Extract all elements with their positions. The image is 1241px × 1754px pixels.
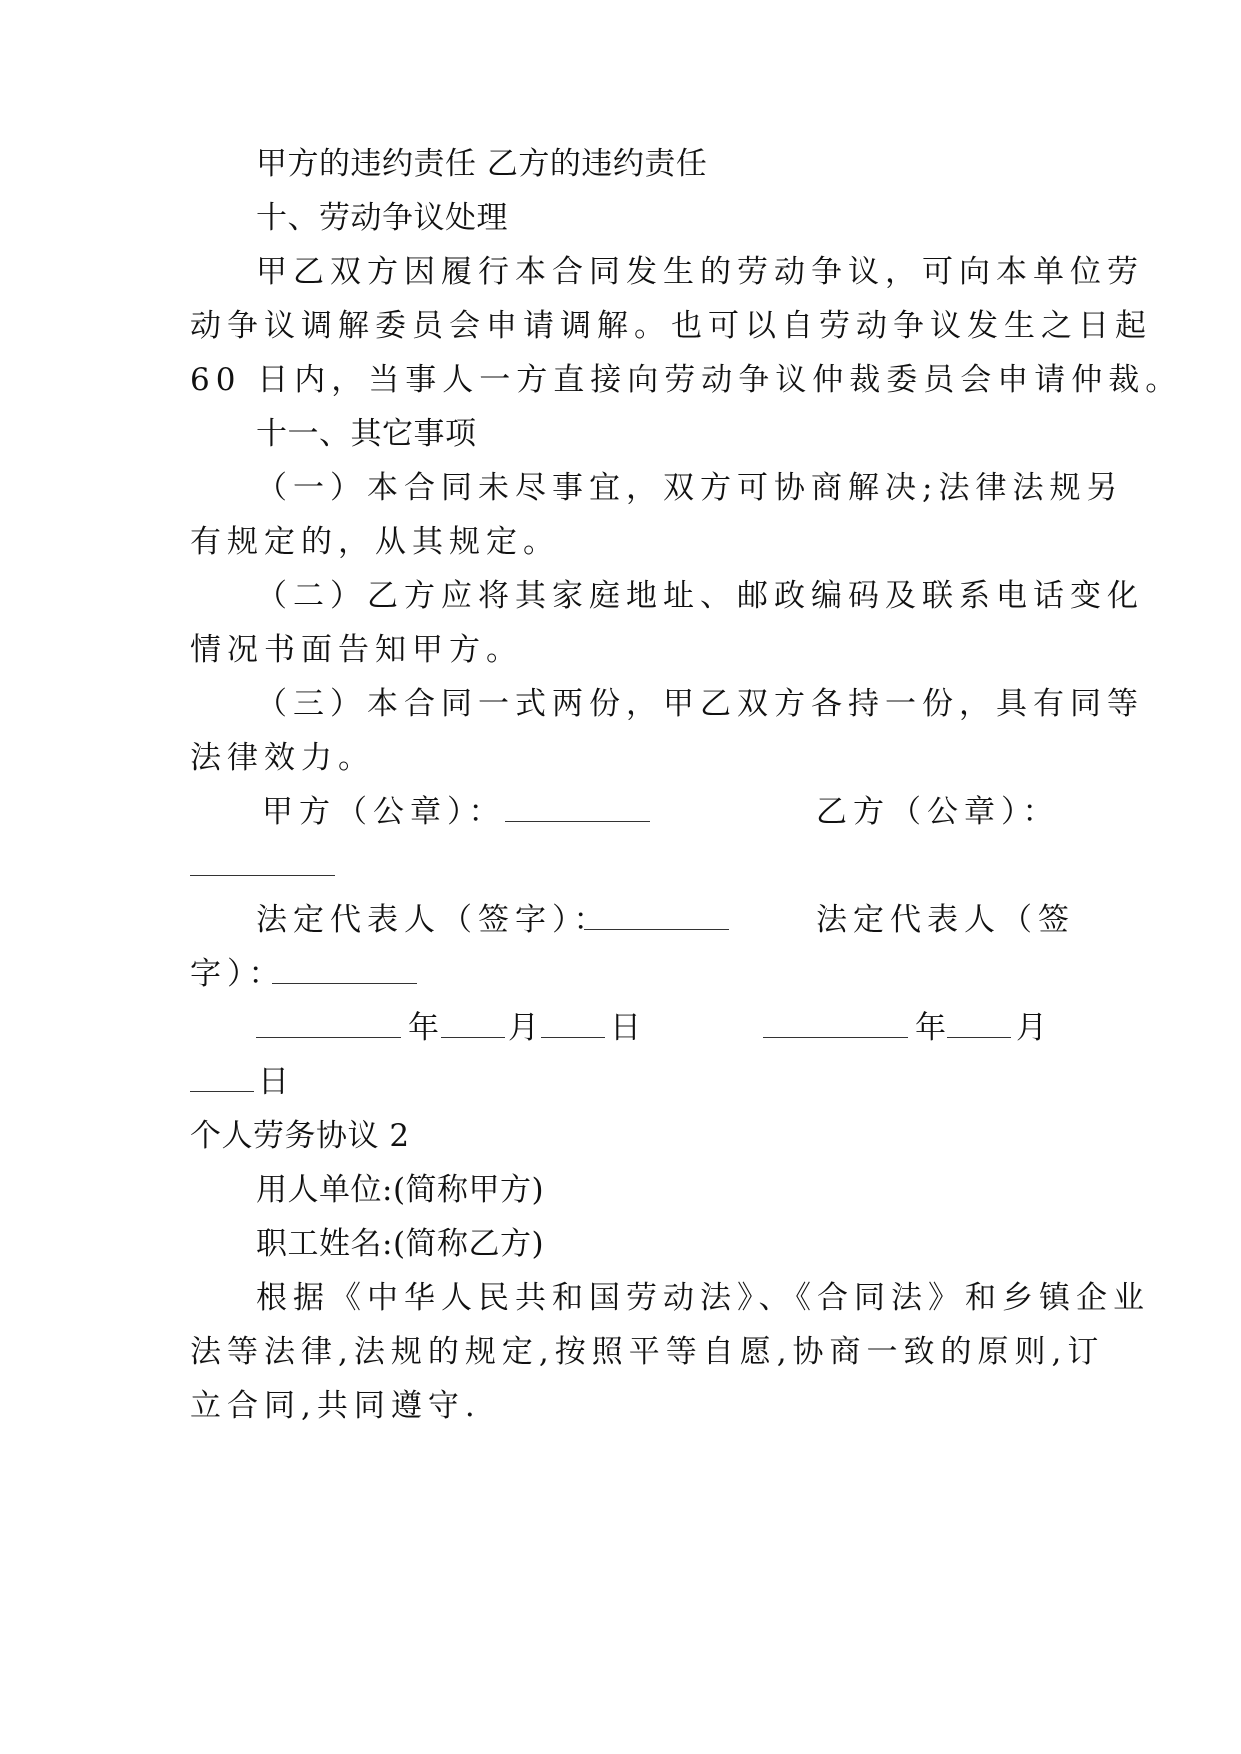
breach-liability-line: 甲方的违约责任 乙方的违约责任 [256, 146, 708, 182]
date-a-month-label: 月 [508, 1010, 545, 1046]
paragraph-line: 动争议调解委员会申请调解。也可以自劳动争议发生之日起 [190, 308, 1152, 344]
paragraph-line: （一）本合同未尽事宜，双方可协商解决;法律法规另 [256, 470, 1124, 506]
party-b-seal-label: 乙方（公章）： [816, 794, 1060, 830]
party-a-seal-label: 甲方（公章）： [262, 794, 506, 830]
paragraph-line: 情况书面告知甲方。 [190, 632, 523, 668]
date-b-day-blank [190, 1062, 254, 1102]
rep-b-blank [272, 954, 417, 994]
basis-line-1: 根据《中华人民共和国劳动法》、《合同法》和乡镇企业 [256, 1280, 1150, 1316]
basis-line-2: 法等法律,法规的规定,按照平等自愿,协商一致的原则,订 [190, 1334, 1105, 1370]
date-a-year-label: 年 [408, 1010, 445, 1046]
party-a-seal-blank [505, 792, 650, 832]
rep-b-label: 法定代表人（签 [816, 902, 1075, 938]
date-b-day-label: 日 [258, 1064, 295, 1100]
date-a-year-blank [256, 1008, 401, 1048]
paragraph-line: 60 日内，当事人一方直接向劳动争议仲裁委员会申请仲裁。 [190, 362, 1183, 398]
basis-line-3: 立合同,共同遵守. [190, 1388, 481, 1424]
date-b-year-label: 年 [915, 1010, 952, 1046]
date-a-month-blank [441, 1008, 505, 1048]
section-10-heading: 十、劳动争议处理 [256, 200, 508, 236]
rep-a-blank [584, 900, 729, 940]
rep-a-label: 法定代表人（签字）： [256, 902, 611, 938]
date-b-month-blank [947, 1008, 1011, 1048]
date-b-month-label: 月 [1016, 1010, 1053, 1046]
employer-line: 用人单位:(简称甲方) [256, 1172, 545, 1208]
paragraph-line: （二）乙方应将其家庭地址、邮政编码及联系电话变化 [256, 578, 1144, 614]
party-b-seal-blank [190, 846, 335, 886]
paragraph-line: 有规定的，从其规定。 [190, 524, 560, 560]
employee-line: 职工姓名:(简称乙方) [256, 1226, 545, 1262]
date-a-day-blank [541, 1008, 605, 1048]
paragraph-line: 甲乙双方因履行本合同发生的劳动争议，可向本单位劳 [256, 254, 1144, 290]
paragraph-line: （三）本合同一式两份，甲乙双方各持一份，具有同等 [256, 686, 1144, 722]
agreement-2-title: 个人劳务协议 2 [190, 1118, 410, 1154]
date-b-year-blank [763, 1008, 908, 1048]
paragraph-line: 法律效力。 [190, 740, 375, 776]
date-a-day-label: 日 [610, 1010, 647, 1046]
section-11-heading: 十一、其它事项 [256, 416, 477, 452]
rep-b-label-cont: 字）： [190, 956, 286, 992]
